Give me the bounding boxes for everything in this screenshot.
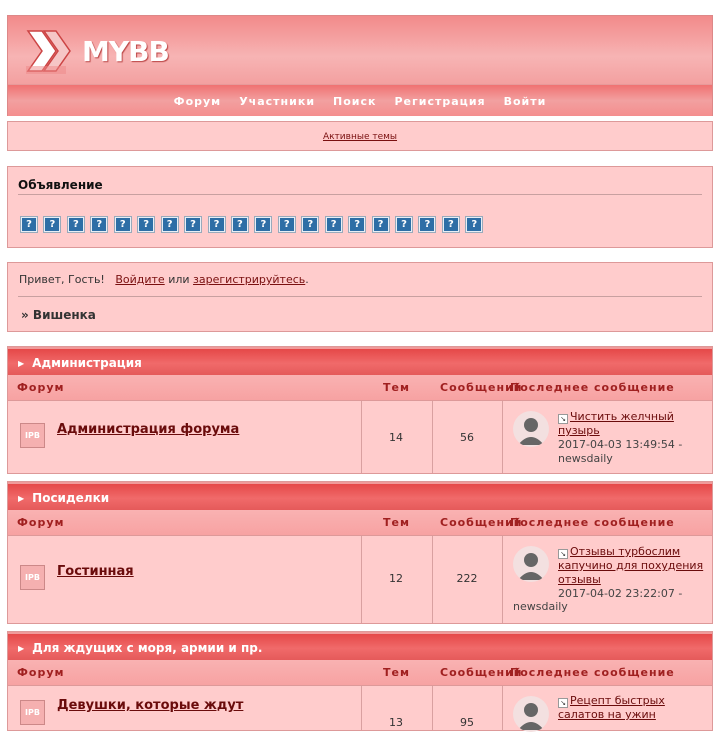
category-hangout	[7, 481, 713, 624]
last-post-link[interactable]: Отзывы турбослим капучино для похудения отзывы	[558, 545, 704, 586]
column-headers	[8, 510, 712, 536]
col-last-post: Последнее сообщение	[510, 381, 675, 394]
col-forum: Форум	[17, 381, 65, 394]
last-post-time: 2017-04-03 13:49:54	[558, 438, 675, 451]
user-avatar-icon[interactable]	[513, 411, 549, 447]
category-title: Администрация	[32, 356, 142, 370]
broken-image-icon: ?	[208, 216, 226, 233]
col-forum: Форум	[17, 666, 65, 679]
last-post-icon: ↘	[558, 549, 568, 559]
forum-title-link[interactable]: Администрация форума	[57, 422, 240, 437]
broken-image-icon: ?	[395, 216, 413, 233]
chevron-logo-icon	[20, 26, 80, 76]
collapse-arrow-icon[interactable]: ▶	[18, 494, 25, 503]
site-header	[7, 15, 713, 116]
category-waiting	[7, 631, 713, 731]
announcement-images	[20, 216, 489, 233]
posts-count: 222	[456, 572, 478, 585]
broken-image-icon: ?	[67, 216, 85, 233]
col-forum: Форум	[17, 516, 65, 529]
broken-image-icon: ?	[348, 216, 366, 233]
col-topics: Тем	[383, 666, 410, 679]
broken-image-icon: ?	[254, 216, 272, 233]
column-headers	[8, 375, 712, 401]
broken-image-icon: ?	[114, 216, 132, 233]
forum-title-link[interactable]: Гостинная	[57, 564, 134, 579]
last-post-info	[558, 545, 708, 601]
posts-count: 56	[460, 431, 474, 444]
col-topics: Тем	[383, 381, 410, 394]
collapse-arrow-icon[interactable]: ▶	[18, 644, 25, 653]
category-header[interactable]	[8, 347, 712, 375]
broken-image-icon: ?	[278, 216, 296, 233]
user-avatar-icon[interactable]	[513, 696, 549, 732]
broken-image-icon: ?	[20, 216, 38, 233]
broken-image-icon: ?	[301, 216, 319, 233]
register-link[interactable]: зарегистрируйтесь	[193, 273, 306, 286]
announcement-divider	[18, 194, 702, 195]
col-posts: Сообщений	[440, 666, 523, 679]
login-link[interactable]: Войдите	[115, 273, 165, 286]
broken-image-icon: ?	[161, 216, 179, 233]
active-topics-bar	[7, 121, 713, 151]
broken-image-icon: ?	[325, 216, 343, 233]
broken-image-icon: ?	[184, 216, 202, 233]
topics-count: 13	[389, 716, 403, 729]
col-posts: Сообщений	[440, 381, 523, 394]
nav-login[interactable]: Войти	[503, 94, 547, 108]
category-header[interactable]	[8, 482, 712, 510]
welcome-box	[7, 262, 713, 332]
announcement-title: Объявление	[18, 178, 103, 192]
category-title: Для ждущих с моря, армии и пр.	[32, 641, 263, 655]
broken-image-icon: ?	[465, 216, 483, 233]
active-topics-link[interactable]: Активные темы	[322, 132, 398, 142]
forum-row	[8, 686, 712, 730]
last-post-time: 2017-04-02 23:22:07	[558, 587, 675, 600]
col-last-post: Последнее сообщение	[510, 666, 675, 679]
period-text: .	[305, 273, 309, 286]
header-banner	[8, 16, 712, 85]
last-post-info	[558, 410, 708, 466]
col-topics: Тем	[383, 516, 410, 529]
nav-forum[interactable]: Форум	[173, 94, 222, 108]
main-nav	[8, 85, 712, 116]
forum-status-icon: IPB	[20, 565, 45, 590]
guest-greeting	[19, 273, 309, 286]
forum-title-link[interactable]: Девушки, которые ждут	[57, 698, 244, 713]
last-post-icon: ↘	[558, 698, 568, 708]
logo-text: MYBB	[82, 35, 169, 68]
or-text: или	[168, 273, 190, 286]
mybb-logo[interactable]	[20, 26, 170, 76]
forum-status-icon: IPB	[20, 700, 45, 725]
category-administration	[7, 346, 713, 474]
topics-count: 14	[389, 431, 403, 444]
forum-row	[8, 401, 712, 473]
category-header[interactable]	[8, 632, 712, 660]
broken-image-icon: ?	[372, 216, 390, 233]
forum-status-icon: IPB	[20, 423, 45, 448]
last-post-author[interactable]: newsdaily	[558, 452, 613, 465]
broken-image-icon: ?	[231, 216, 249, 233]
user-avatar-icon[interactable]	[513, 546, 549, 582]
nav-search[interactable]: Поиск	[333, 94, 377, 108]
nav-register[interactable]: Регистрация	[394, 94, 486, 108]
broken-image-icon: ?	[418, 216, 436, 233]
category-title: Посиделки	[32, 491, 110, 505]
separator: -	[678, 587, 683, 600]
greeting-text: Привет, Гость!	[19, 273, 105, 286]
forum-row	[8, 536, 712, 623]
broken-image-icon: ?	[442, 216, 460, 233]
topics-count: 12	[389, 572, 403, 585]
col-last-post: Последнее сообщение	[510, 516, 675, 529]
announcement-box	[7, 166, 713, 248]
column-headers	[8, 660, 712, 686]
collapse-arrow-icon[interactable]: ▶	[18, 359, 25, 368]
col-posts: Сообщений	[440, 516, 523, 529]
welcome-divider	[18, 296, 702, 297]
broken-image-icon: ?	[43, 216, 61, 233]
posts-count: 95	[460, 716, 474, 729]
last-post-icon: ↘	[558, 414, 568, 424]
broken-image-icon: ?	[90, 216, 108, 233]
last-post-link[interactable]: Чистить желчный пузырь	[558, 410, 674, 437]
separator: -	[678, 438, 683, 451]
last-post-info	[558, 694, 708, 722]
breadcrumb[interactable]: » Вишенка	[21, 308, 96, 322]
nav-members[interactable]: Участники	[239, 94, 316, 108]
broken-image-icon: ?	[137, 216, 155, 233]
last-post-link[interactable]: Рецепт быстрых салатов на ужин	[558, 694, 665, 721]
last-post-author[interactable]: newsdaily	[513, 600, 568, 613]
